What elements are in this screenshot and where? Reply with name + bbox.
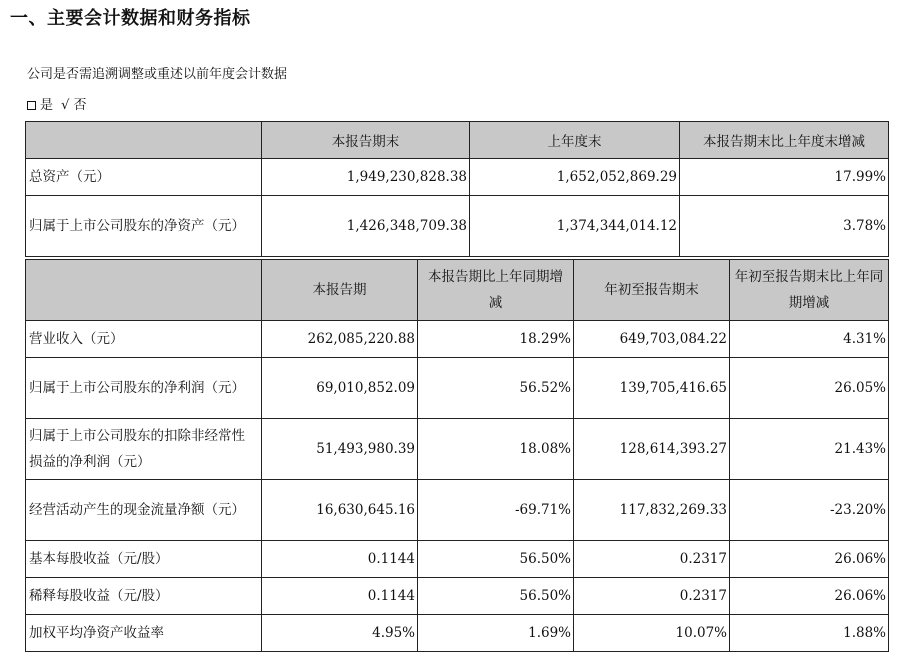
cell-value: 16,630,645.16 xyxy=(262,480,418,541)
unchecked-box-icon xyxy=(27,101,36,110)
cell-value: 128,614,393.27 xyxy=(574,419,730,480)
row-label: 归属于上市公司股东的扣除非经常性损益的净利润（元） xyxy=(26,419,262,480)
cell-value: 18.29% xyxy=(418,321,574,358)
cell-value: 3.78% xyxy=(680,196,889,257)
header-current-period: 本报告期 xyxy=(262,260,418,321)
cell-value: 56.52% xyxy=(418,358,574,419)
answer-yes: 是 xyxy=(40,98,54,113)
table-row xyxy=(26,196,889,257)
cell-value: 26.06% xyxy=(730,541,889,578)
header-change-vs-prior-year-end: 本报告期末比上年度末增减 xyxy=(680,122,889,159)
table-row xyxy=(26,419,889,480)
row-label: 归属于上市公司股东的净资产（元） xyxy=(26,196,262,257)
cell-value: 56.50% xyxy=(418,578,574,615)
cell-value: 69,010,852.09 xyxy=(262,358,418,419)
table-row xyxy=(26,578,889,615)
header-period-end: 本报告期末 xyxy=(262,122,470,159)
cell-value: 17.99% xyxy=(680,159,889,196)
table-row xyxy=(26,480,889,541)
restatement-question: 公司是否需追溯调整或重述以前年度会计数据 xyxy=(27,67,288,82)
cell-value: 21.43% xyxy=(730,419,889,480)
row-label: 基本每股收益（元/股） xyxy=(26,541,262,578)
header-blank xyxy=(26,122,262,159)
section-title: 一、主要会计数据和财务指标 xyxy=(10,8,251,29)
answer-no: 否 xyxy=(73,98,87,113)
cell-value: 26.05% xyxy=(730,358,889,419)
cell-value: 1.69% xyxy=(418,615,574,652)
cell-value: 1,374,344,014.12 xyxy=(470,196,680,257)
header-ytd: 年初至报告期末 xyxy=(574,260,730,321)
cell-value: 56.50% xyxy=(418,541,574,578)
table-row xyxy=(26,159,889,196)
cell-value: 1,949,230,828.38 xyxy=(262,159,470,196)
restatement-answer xyxy=(27,94,90,113)
table-row xyxy=(26,541,889,578)
cell-value: 1,652,052,869.29 xyxy=(470,159,680,196)
table-row xyxy=(26,321,889,358)
cell-value: 1,426,348,709.38 xyxy=(262,196,470,257)
cell-value: 1.88% xyxy=(730,615,889,652)
financial-data-table-part2 xyxy=(25,259,889,652)
cell-value: -23.20% xyxy=(730,480,889,541)
row-label: 稀释每股收益（元/股） xyxy=(26,578,262,615)
row-label: 加权平均净资产收益率 xyxy=(26,615,262,652)
cell-value: 0.2317 xyxy=(574,578,730,615)
cell-value: 649,703,084.22 xyxy=(574,321,730,358)
cell-value: 4.95% xyxy=(262,615,418,652)
cell-value: 117,832,269.33 xyxy=(574,480,730,541)
row-label: 营业收入（元） xyxy=(26,321,262,358)
table-row xyxy=(26,615,889,652)
cell-value: 18.08% xyxy=(418,419,574,480)
cell-value: 0.1144 xyxy=(262,541,418,578)
row-label: 总资产（元） xyxy=(26,159,262,196)
header-prior-year-end: 上年度末 xyxy=(470,122,680,159)
cell-value: 139,705,416.65 xyxy=(574,358,730,419)
table2-header-row xyxy=(26,260,889,321)
header-blank xyxy=(26,260,262,321)
table-row xyxy=(26,358,889,419)
cell-value: 0.2317 xyxy=(574,541,730,578)
cell-value: 51,493,980.39 xyxy=(262,419,418,480)
check-mark-icon: √ xyxy=(61,98,70,113)
header-ytd-change: 年初至报告期末比上年同期增减 xyxy=(730,260,889,321)
financial-data-table xyxy=(25,121,889,257)
row-label: 归属于上市公司股东的净利润（元） xyxy=(26,358,262,419)
cell-value: 0.1144 xyxy=(262,578,418,615)
table1-header-row xyxy=(26,122,889,159)
cell-value: -69.71% xyxy=(418,480,574,541)
cell-value: 262,085,220.88 xyxy=(262,321,418,358)
row-label: 经营活动产生的现金流量净额（元） xyxy=(26,480,262,541)
cell-value: 4.31% xyxy=(730,321,889,358)
header-change-vs-prior-period: 本报告期比上年同期增减 xyxy=(418,260,574,321)
cell-value: 26.06% xyxy=(730,578,889,615)
cell-value: 10.07% xyxy=(574,615,730,652)
